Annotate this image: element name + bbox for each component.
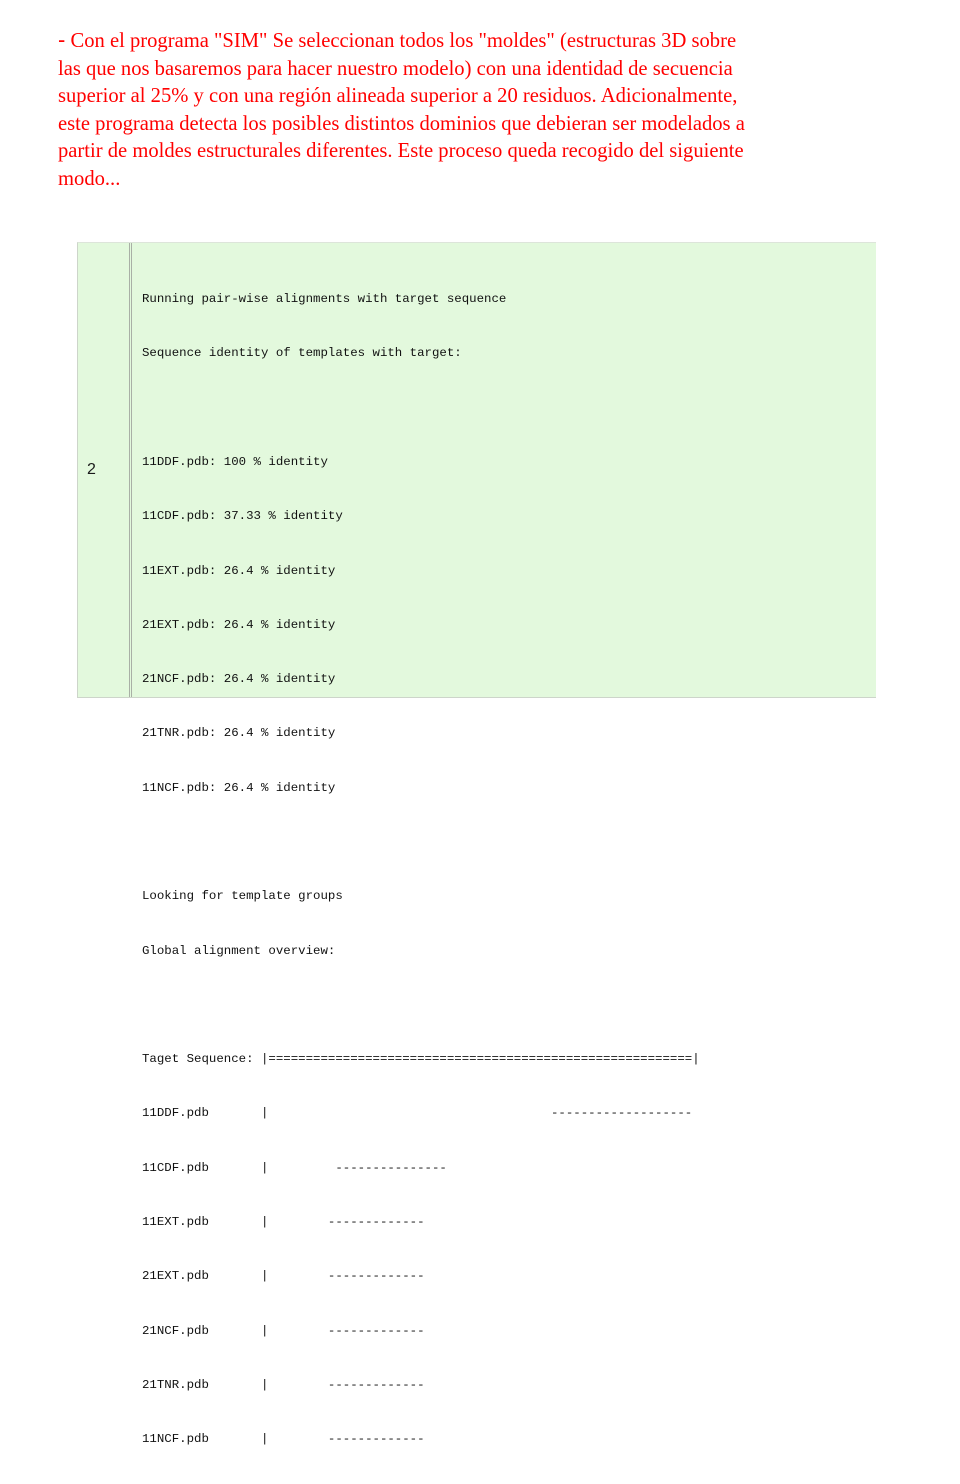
console-line: 21TNR.pdb | ------------- (142, 1377, 425, 1392)
console-line: 11NCF.pdb | ------------- (142, 1432, 425, 1447)
console-line: Looking for template groups (142, 889, 343, 904)
step-number: 2 (87, 461, 96, 478)
bullet-dash: - (58, 27, 66, 52)
console-line (142, 399, 700, 417)
console-line: 11NCF.pdb: 26.4 % identity (142, 780, 336, 795)
console-line: Running pair-wise alignments with target sequence (142, 292, 507, 307)
intro-line-3: superior al 25% y con una región alineada superior a 20 residuos. Adicionalmente, (58, 85, 738, 107)
console-line (142, 996, 700, 1014)
intro-line-4: este programa detecta los posibles distintos dominios que debieran ser modelados a (58, 112, 745, 135)
console-line: 21NCF.pdb: 26.4 % identity (142, 672, 336, 687)
console-line: 11DDF.pdb | ------------------- (142, 1106, 693, 1121)
console-line: 11DDF.pdb: 100 % identity (142, 455, 328, 470)
console-line: 21EXT.pdb | ------------- (142, 1269, 425, 1284)
console-line: 21EXT.pdb: 26.4 % identity (142, 617, 336, 632)
console-line: Taget Sequence: |=========================================================| (142, 1052, 700, 1067)
intro-line-6: modo... (58, 167, 121, 190)
output-panel (77, 242, 876, 1447)
console-line: 11EXT.pdb: 26.4 % identity (142, 563, 336, 578)
console-line: 21NCF.pdb | ------------- (142, 1323, 425, 1338)
console-line: 21TNR.pdb: 26.4 % identity (142, 726, 336, 741)
console-line (142, 833, 700, 851)
console-line: 11CDF.pdb: 37.33 % identity (142, 509, 343, 524)
intro-line-2: las que nos basaremos para hacer nuestro modelo) con una identidad de secuencia (58, 57, 733, 80)
console-line: 11CDF.pdb | --------------- (142, 1160, 447, 1175)
intro-line-5: partir de moldes estructurales diferentes. Este proceso queda recogido del siguiente (58, 140, 744, 162)
step-cell (78, 243, 132, 697)
console-line: Global alignment overview: (142, 943, 336, 958)
intro-paragraph (58, 26, 953, 193)
console-line: Sequence identity of templates with target: (142, 346, 462, 361)
intro-line-text: Con el programa "SIM" Se seleccionan todos los "moldes" (estructuras 3D sobre (70, 30, 737, 52)
console-output (142, 254, 700, 1484)
intro-line-1 (58, 26, 953, 56)
console-line: 11EXT.pdb | ------------- (142, 1214, 425, 1229)
